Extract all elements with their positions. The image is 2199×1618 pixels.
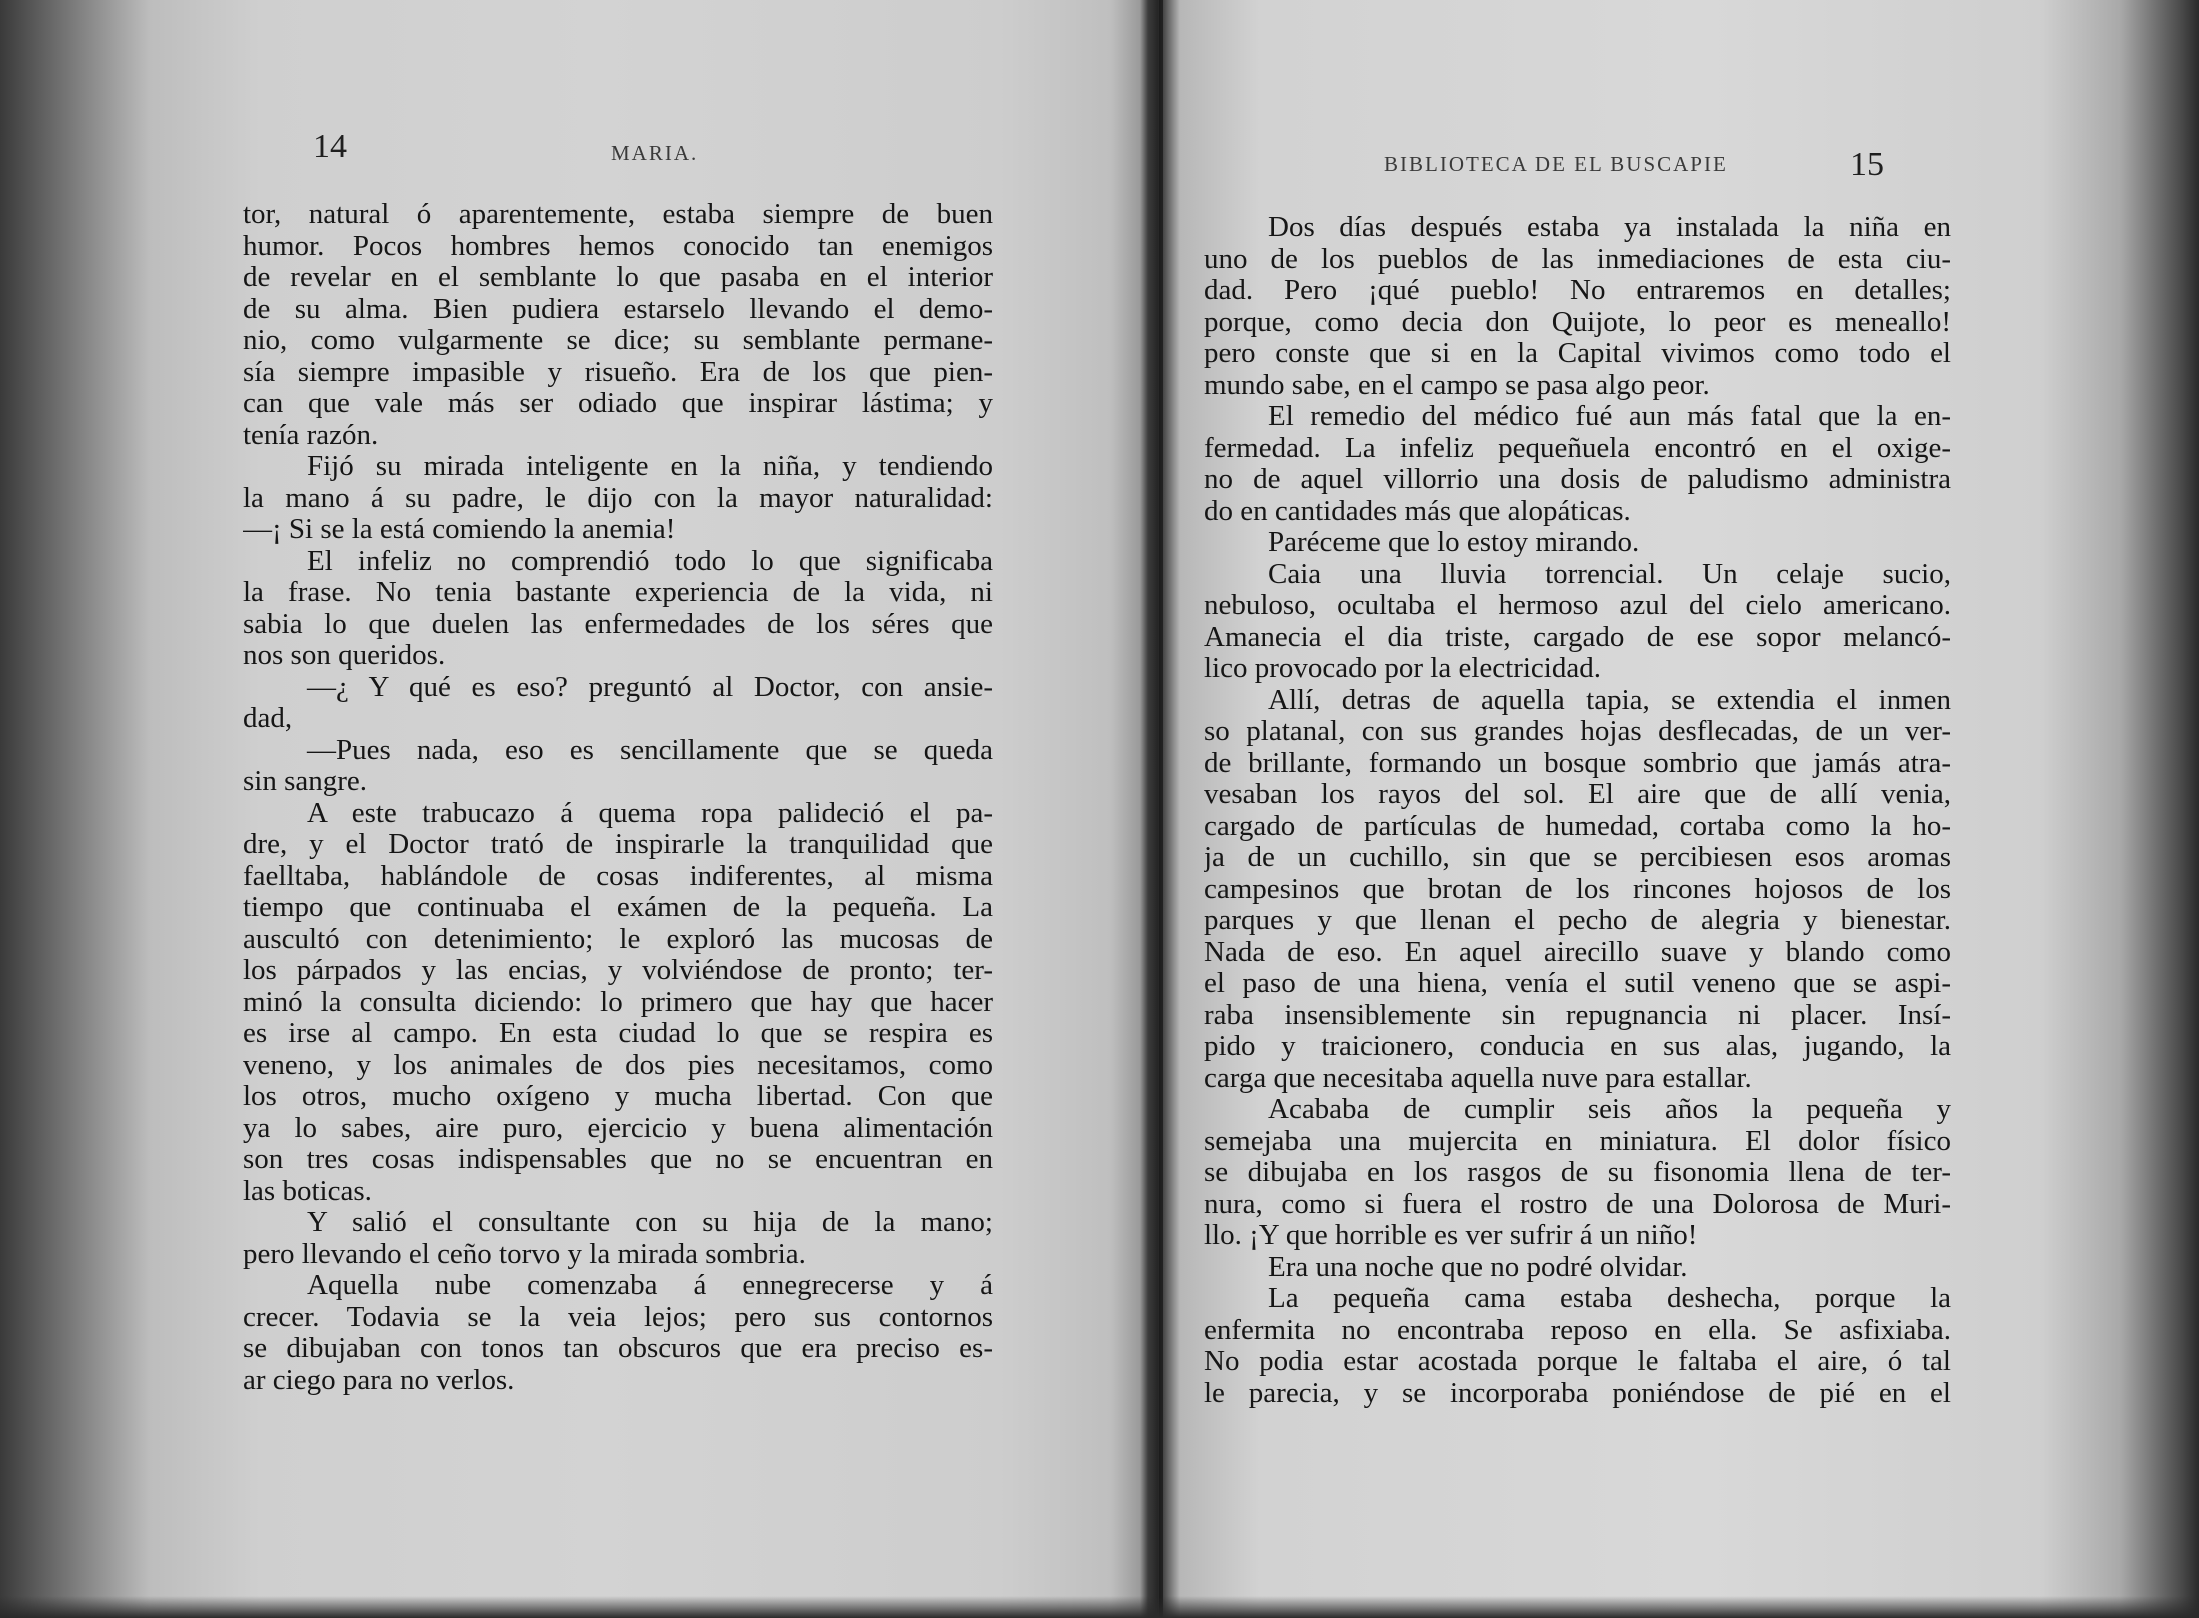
text-line: raba insensiblemente sin repugnancia ni placer. Insí-	[1204, 999, 1951, 1031]
running-head: BIBLIOTECA DE EL BUSCAPIE	[1384, 152, 1728, 176]
text-line: la mano á su padre, le dijo con la mayor naturalidad:	[243, 482, 993, 514]
text-line: carga que necesitaba aquella nuve para estallar.	[1204, 1062, 1752, 1094]
text-line: los párpados y las encias, y volviéndose de pronto; ter-	[243, 955, 993, 986]
text-line: Y salió el consultante con su hija de la mano;	[307, 1207, 993, 1238]
text-line: la frase. No tenia bastante experiencia de la vida, ni	[243, 577, 993, 608]
text-line: tiempo que continuaba el exámen de la pequeña. La	[243, 892, 993, 923]
text-line: uno de los pueblos de las inmediaciones de esta ciu-	[1204, 243, 1951, 275]
text-line: —¡ Si se la está comiendo la anemia!	[243, 514, 676, 545]
text-line: llo. ¡Y que horrible es ver sufrir á un niño!	[1204, 1220, 1698, 1251]
text-line: Fijó su mirada inteligente en la niña, y tendiendo	[307, 451, 993, 482]
text-line: El infeliz no comprendió todo lo que significaba	[307, 545, 993, 577]
text-line: tenía razón.	[243, 419, 379, 451]
text-line: de revelar en el semblante lo que pasaba en el interior	[243, 262, 993, 293]
text-line: de su alma. Bien pudiera estarselo llevando el demo-	[243, 293, 993, 325]
text-line: es irse al campo. En esta ciudad lo que se respira es	[243, 1018, 993, 1049]
text-line: tor, natural ó aparentemente, estaba siempre de buen	[243, 199, 993, 230]
text-line: semejaba una mujercita en miniatura. El dolor físico	[1204, 1125, 1951, 1157]
text-line: nebuloso, ocultaba el hermoso azul del cielo americano.	[1204, 590, 1951, 621]
text-line: Aquella nube comenzaba á ennegrecerse y á	[307, 1270, 993, 1301]
text-line: A este trabucazo á quema ropa palideció el pa-	[307, 797, 993, 829]
running-head: MARIA.	[611, 141, 699, 165]
text-line: campesinos que brotan de los rincones hojosos de los	[1204, 873, 1951, 905]
text-line: sin sangre.	[243, 766, 368, 797]
text-line: nos son queridos.	[243, 640, 446, 671]
text-line: le parecia, y se incorporaba poniéndose de pié en el	[1204, 1377, 1951, 1409]
text-line: pido y traicionero, conducia en sus alas, jugando, la	[1204, 1031, 1951, 1062]
page-number: 14	[313, 128, 347, 165]
page-body-text	[243, 199, 993, 1396]
scan-bottom-edge	[0, 1596, 2199, 1618]
text-line: Acababa de cumplir seis años la pequeña y	[1268, 1094, 1951, 1125]
text-line: No podia estar acostada porque le faltaba el aire, ó tal	[1204, 1346, 1951, 1377]
text-line: fermedad. La infeliz pequeñuela encontró en el oxige-	[1204, 432, 1951, 464]
text-line: sabia lo que duelen las enfermedades de los séres que	[243, 608, 993, 640]
text-line: —Pues nada, eso es sencillamente que se queda	[307, 734, 993, 766]
page-number: 15	[1850, 146, 1884, 183]
text-line: so platanal, con sus grandes hojas desflecadas, de un ver-	[1204, 716, 1951, 747]
text-line: crecer. Todavia se la veia lejos; pero sus contornos	[243, 1301, 993, 1333]
text-line: Era una noche que no podré olvidar.	[1268, 1251, 1688, 1283]
text-line: enfermita no encontraba reposo en ella. Se asfixiaba.	[1204, 1314, 1951, 1346]
text-line: veneno, y los animales de dos pies necesitamos, como	[243, 1049, 993, 1081]
text-line: el paso de una hiena, venía el sutil veneno que se aspi-	[1204, 968, 1951, 999]
text-line: Allí, detras de aquella tapia, se extendia el inmen	[1268, 684, 1951, 716]
book-gutter	[1159, 0, 1163, 1618]
text-line: parques y que llenan el pecho de alegria y bienestar.	[1204, 905, 1951, 936]
text-line: Amanecia el dia triste, cargado de ese sopor melancó-	[1204, 621, 1951, 653]
text-line: ya lo sabes, aire puro, ejercicio y buena alimentación	[243, 1112, 993, 1144]
text-line: nio, como vulgarmente se dice; su semblante permane-	[243, 325, 993, 356]
text-line: ja de un cuchillo, sin que se percibiesen esos aromas	[1204, 842, 1951, 873]
text-line: porque, como decia don Quijote, lo peor es meneallo!	[1204, 306, 1951, 338]
text-line: de brillante, formando un bosque sombrio que jamás atra-	[1204, 747, 1951, 779]
text-line: las boticas.	[243, 1175, 372, 1207]
text-line: auscultó con detenimiento; le exploró las mucosas de	[243, 923, 993, 955]
text-line: cargado de partículas de humedad, cortaba como la ho-	[1204, 810, 1951, 842]
text-line: se dibujaban con tonos tan obscuros que era preciso es-	[243, 1333, 993, 1364]
text-line: —¿ Y qué es eso? preguntó al Doctor, con ansie-	[307, 671, 993, 703]
text-line: faelltaba, hablándole de cosas indiferentes, al misma	[243, 860, 993, 892]
text-line: Paréceme que lo estoy mirando.	[1268, 527, 1640, 558]
text-line: minó la consulta diciendo: lo primero que hay que hacer	[243, 986, 993, 1018]
text-line: son tres cosas indispensables que no se encuentran en	[243, 1144, 993, 1175]
text-line: sía siempre impasible y risueño. Era de los que pien-	[243, 356, 993, 388]
text-line: do en cantidades más que alopáticas.	[1204, 495, 1631, 527]
text-line: pero llevando el ceño torvo y la mirada sombria.	[243, 1238, 806, 1270]
text-line: los otros, mucho oxígeno y mucha libertad. Con que	[243, 1081, 993, 1112]
text-line: pero conste que si en la Capital vivimos como todo el	[1204, 338, 1951, 369]
text-line: Nada de eso. En aquel airecillo suave y blando como	[1204, 936, 1951, 968]
text-line: La pequeña cama estaba deshecha, porque la	[1268, 1283, 1951, 1314]
text-line: lico provocado por la electricidad.	[1204, 653, 1601, 684]
text-line: no de aquel villorrio una dosis de paludismo administra	[1204, 464, 1951, 495]
text-line: ar ciego para no verlos.	[243, 1364, 515, 1396]
text-line: dre, y el Doctor trató de inspirarle la tranquilidad que	[243, 829, 993, 860]
text-line: Dos días después estaba ya instalada la niña en	[1268, 212, 1951, 243]
text-line: nura, como si fuera el rostro de una Dolorosa de Muri-	[1204, 1188, 1951, 1220]
text-line: mundo sabe, en el campo se pasa algo peor.	[1204, 369, 1710, 401]
text-line: El remedio del médico fué aun más fatal que la en-	[1268, 401, 1951, 432]
text-line: can que vale más ser odiado que inspirar lástima; y	[243, 388, 993, 419]
right-page	[1160, 0, 2199, 1618]
page-body-text	[1204, 212, 1951, 1409]
text-line: vesaban los rayos del sol. El aire que de allí venia,	[1204, 779, 1951, 810]
text-line: dad. Pero ¡qué pueblo! No entraremos en detalles;	[1204, 275, 1951, 306]
text-line: dad,	[243, 703, 293, 734]
text-line: se dibujaba en los rasgos de su fisonomia llena de ter-	[1204, 1157, 1951, 1188]
text-line: humor. Pocos hombres hemos conocido tan enemigos	[243, 230, 993, 262]
text-line: Caia una lluvia torrencial. Un celaje sucio,	[1268, 558, 1951, 590]
